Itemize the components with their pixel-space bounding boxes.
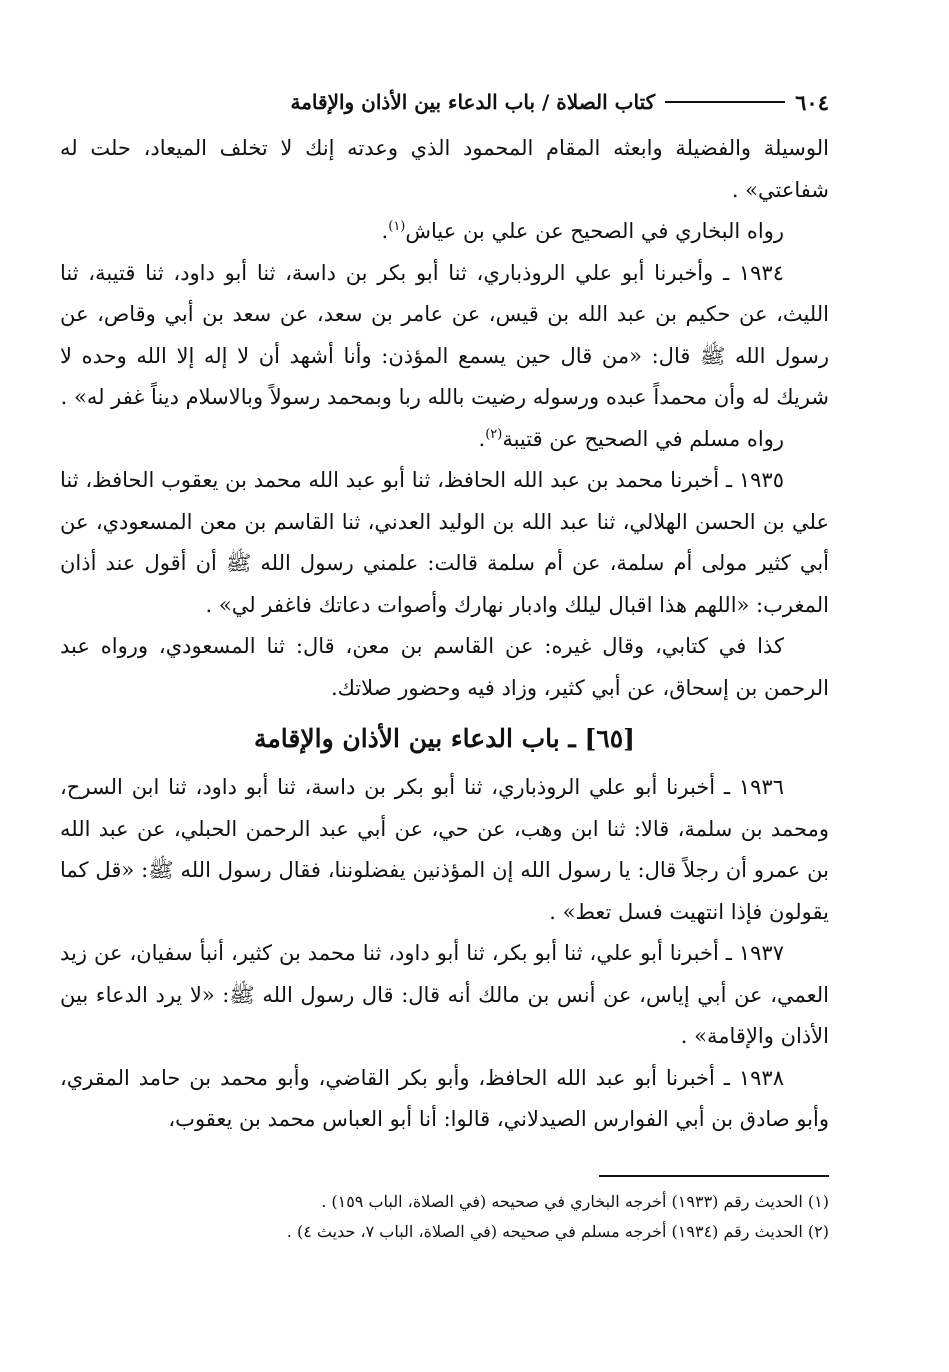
footnotes xyxy=(60,1187,829,1247)
footnote-ref: (٢) xyxy=(485,426,503,442)
running-title: كتاب الصلاة / باب الدعاء بين الأذان والإقامة xyxy=(290,90,656,114)
paragraph: ١٩٣٨ ـ أخبرنا أبو عبد الله الحافظ، وأبو بكر القاضي، وأبو محمد بن حامد المقري، وأبو صادق بن أبي الفوارس الصيدلاني، قالوا: أنا أبو العباس محمد بن يعقوب، xyxy=(60,1065,829,1131)
page-number: ٦٠٤ xyxy=(795,89,829,115)
paragraph-text: رواه مسلم في الصحيح عن قتيبة xyxy=(502,426,784,451)
main-text xyxy=(60,128,829,1141)
page-header xyxy=(60,84,829,120)
header-rule xyxy=(665,101,785,103)
paragraph: ١٩٣٤ ـ وأخبرنا أبو علي الروذباري، ثنا أبو بكر بن داسة، ثنا أبو داود، ثنا قتيبة، ثنا الليث، عن حكيم بن عبد الله بن قيس، عن عامر بن سعد، عن سعد بن أبي وقاص، عن رسول الله ﷺ قال: «من قال حين يسمع المؤذن: وأنا أشهد أن لا إله إلا الله وحده لا شريك له وأن محمداً عبده ورسوله رضيت بالله ربا وبمحمد رسولاً وبالاسلام ديناً غفر له» . xyxy=(60,260,829,409)
paragraph xyxy=(60,211,829,253)
footnote-separator xyxy=(599,1175,829,1177)
paragraph-text: رواه البخاري في الصحيح عن علي بن عياش xyxy=(405,219,784,243)
footnote: (١) الحديث رقم (١٩٣٣) أخرجه البخاري في صحيحه (في الصلاة، الباب ١٥٩) . xyxy=(321,1191,829,1211)
paragraph: ١٩٣٦ ـ أخبرنا أبو علي الروذباري، ثنا أبو بكر بن داسة، ثنا أبو داود، ثنا ابن السرح، ومحمد بن سلمة، قالا: ثنا ابن وهب، عن حي، عن أبي عبد الرحمن الحبلي، عن عبد الله بن عمرو أن رجلاً قال: يا رسول الله إن المؤذنين يفضلوننا، فقال رسول الله ﷺ: «قل كما يقولون فإذا انتهيت فسل تعط» . xyxy=(60,775,829,924)
chapter-title: [٦٥] ـ باب الدعاء بين الأذان والإقامة xyxy=(254,724,635,753)
paragraph: كذا في كتابي، وقال غيره: عن القاسم بن معن، قال: ثنا المسعودي، ورواه عبد الرحمن بن إسحاق، عن أبي كثير، وزاد فيه وحضور صلاتك. xyxy=(60,634,829,700)
paragraph xyxy=(60,419,829,461)
header-right-group xyxy=(291,90,830,115)
paragraph: ١٩٣٧ ـ أخبرنا أبو علي، ثنا أبو بكر، ثنا أبو داود، ثنا محمد بن كثير، أنبأ سفيان، عن زيد العمي، عن أبي إياس، عن أنس بن مالك أنه قال: قال رسول الله ﷺ: «لا يرد الدعاء بين الأذان والإقامة» . xyxy=(60,941,829,1048)
paragraph-tail: . xyxy=(381,219,389,243)
paragraph: الوسيلة والفضيلة وابعثه المقام المحمود الذي وعدته إنك لا تخلف الميعاد، حلت له شفاعتي» . xyxy=(60,136,829,202)
paragraph-tail: . xyxy=(478,426,486,451)
paragraph: ١٩٣٥ ـ أخبرنا محمد بن عبد الله الحافظ، ثنا أبو عبد الله محمد بن يعقوب الحافظ، ثنا علي بن الحسن الهلالي، ثنا عبد الله بن الوليد العدني، ثنا القاسم بن معن المسعودي، عن أبي كثير مولى أم سلمة، عن أم سلمة قالت: علمني رسول الله ﷺ أن أقول عند أذان المغرب: «اللهم هذا اقبال ليلك وادبار نهارك وأصوات دعاتك فاغفر لي» . xyxy=(60,468,829,617)
footnote-ref: (١) xyxy=(388,219,406,234)
footnote: (٢) الحديث رقم (١٩٣٤) أخرجه مسلم في صحيحه (في الصلاة، الباب ٧، حديث ٤) . xyxy=(286,1221,829,1241)
